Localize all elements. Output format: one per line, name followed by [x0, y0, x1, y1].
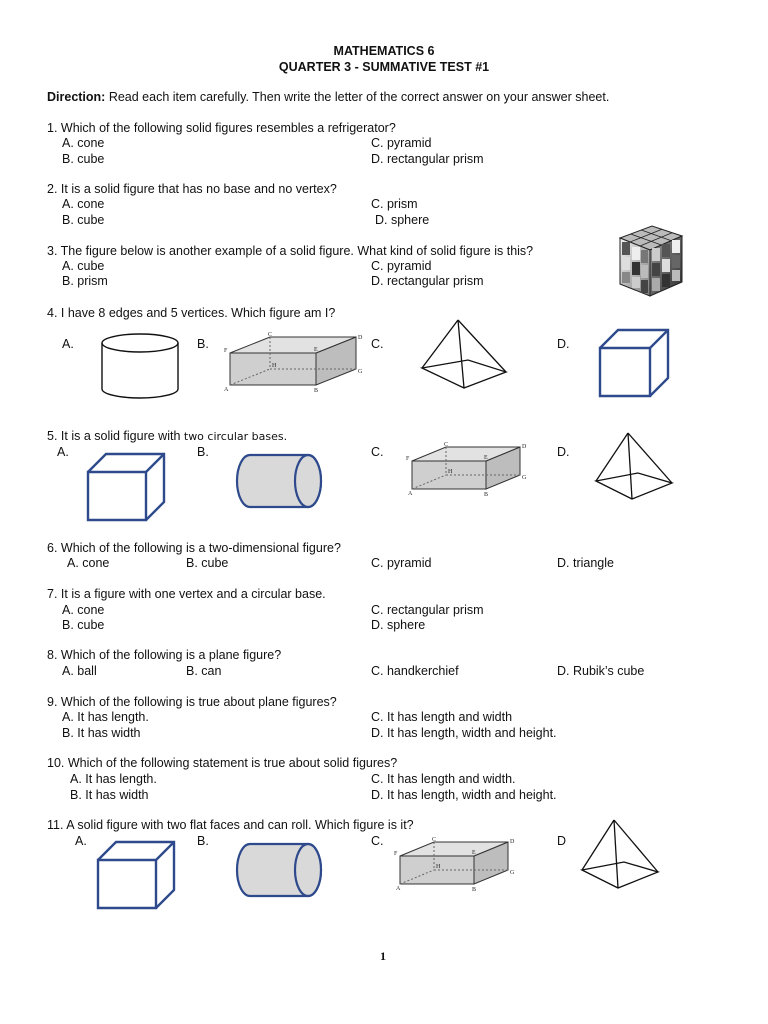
- choice-10c: C. It has length and width.: [371, 772, 516, 786]
- vertex-label-g: G: [510, 870, 515, 876]
- vertex-label-d: D: [510, 839, 515, 845]
- choice-1a: A. cone: [62, 136, 105, 150]
- choice-11b: B.: [197, 834, 209, 848]
- choice-4d: D.: [557, 337, 570, 351]
- question-1: 1. Which of the following solid figures resembles a refrigerator?: [47, 121, 396, 135]
- choice-11d: D: [557, 834, 567, 848]
- vertex-label-c: C: [268, 332, 273, 338]
- question-7: 7. It is a figure with one vertex and a circular base.: [47, 587, 326, 601]
- choice-3d: D. rectangular prism: [371, 274, 484, 288]
- choice-6a: A. cone: [67, 556, 110, 570]
- choice-5c: C.: [371, 445, 384, 459]
- vertex-label-b: B: [472, 887, 477, 893]
- direction-text: Read each item carefully. Then write the letter of the correct answer on your answer sheet.: [105, 90, 610, 104]
- choice-9d: D. It has length, width and height.: [371, 726, 557, 740]
- question-5-emphasis: two circular bases.: [183, 430, 288, 443]
- vertex-label-b: B: [314, 388, 319, 394]
- choice-9a: A. It has length.: [62, 710, 149, 724]
- choice-7c: C. rectangular prism: [371, 603, 484, 617]
- question-5-text: 5. It is a solid figure with: [47, 429, 184, 443]
- choice-4b: B.: [197, 337, 209, 351]
- vertex-label-d: D: [358, 335, 363, 341]
- vertex-label-e: E: [484, 455, 488, 461]
- vertex-label-e: E: [314, 347, 318, 353]
- vertex-label-f: F: [394, 851, 398, 857]
- choice-9c: C. It has length and width: [371, 710, 513, 724]
- choice-3b: B. prism: [62, 274, 108, 288]
- question-10: 10. Which of the following statement is true about solid figures?: [47, 756, 398, 770]
- vertex-label-h: H: [436, 864, 441, 870]
- choice-7b: B. cube: [62, 618, 105, 632]
- direction: [47, 90, 609, 104]
- choice-1d: D. rectangular prism: [371, 152, 484, 166]
- question-8: 8. Which of the following is a plane figure?: [47, 648, 282, 662]
- choice-8a: A. ball: [62, 664, 97, 678]
- page-number: 1: [380, 949, 386, 963]
- pyramid-figure: [578, 818, 662, 892]
- vertex-label-c: C: [432, 837, 437, 843]
- rubiks-cube-image: [612, 224, 688, 300]
- vertex-label-e: E: [472, 850, 476, 856]
- direction-label: Direction:: [47, 90, 106, 104]
- choice-8c: C. handkerchief: [371, 664, 459, 678]
- cube-figure: [96, 840, 176, 912]
- rectangular-prism-figure: [392, 836, 518, 894]
- question-6: 6. Which of the following is a two-dimensional figure?: [47, 541, 341, 555]
- cube-figure: [598, 326, 670, 398]
- choice-5b: B.: [197, 445, 209, 459]
- choice-7a: A. cone: [62, 603, 105, 617]
- choice-2c: C. prism: [371, 197, 418, 211]
- choice-5a: A.: [57, 445, 69, 459]
- choice-1b: B. cube: [62, 152, 105, 166]
- choice-10d: D. It has length, width and height.: [371, 788, 557, 802]
- choice-2b: B. cube: [62, 213, 105, 227]
- vertex-label-h: H: [448, 469, 453, 475]
- choice-10a: A. It has length.: [70, 772, 157, 786]
- choice-10b: B. It has width: [70, 788, 149, 802]
- vertex-label-f: F: [224, 348, 228, 354]
- rectangular-prism-figure: [404, 441, 530, 499]
- vertex-label-c: C: [444, 442, 449, 448]
- vertex-label-b: B: [484, 492, 489, 498]
- question-4: 4. I have 8 edges and 5 vertices. Which figure am I?: [47, 306, 336, 320]
- choice-2a: A. cone: [62, 197, 105, 211]
- cylinder-figure: [100, 333, 180, 401]
- choice-11c: C.: [371, 834, 384, 848]
- question-3: 3. The figure below is another example of a solid figure. What kind of solid figure is this?: [47, 244, 534, 258]
- choice-1c: C. pyramid: [371, 136, 432, 150]
- document-title: MATHEMATICS 6: [333, 44, 435, 58]
- choice-8b: B. can: [186, 664, 222, 678]
- vertex-label-g: G: [522, 475, 527, 481]
- choice-7d: D. sphere: [371, 618, 426, 632]
- question-5: [47, 429, 287, 443]
- vertex-label-f: F: [406, 456, 410, 462]
- choice-9b: B. It has width: [62, 726, 141, 740]
- choice-5d: D.: [557, 445, 570, 459]
- choice-8d: D. Rubik’s cube: [557, 664, 645, 678]
- question-9: 9. Which of the following is true about plane figures?: [47, 695, 337, 709]
- vertex-label-g: G: [358, 369, 363, 375]
- choice-4a: A.: [62, 337, 74, 351]
- pyramid-figure: [418, 318, 510, 392]
- choice-3a: A. cube: [62, 259, 105, 273]
- rectangular-prism-figure: [222, 333, 370, 395]
- vertex-label-h: H: [272, 363, 277, 369]
- cylinder-figure: [234, 841, 324, 899]
- choice-6b: B. cube: [186, 556, 229, 570]
- vertex-label-a: A: [396, 886, 401, 892]
- question-11: 11. A solid figure with two flat faces and can roll. Which figure is it?: [47, 818, 414, 832]
- pyramid-figure: [592, 431, 676, 503]
- choice-6d: D. triangle: [557, 556, 614, 570]
- choice-3c: C. pyramid: [371, 259, 432, 273]
- question-2: 2. It is a solid figure that has no base and no vertex?: [47, 182, 337, 196]
- choice-11a: A.: [75, 834, 87, 848]
- cylinder-figure: [234, 452, 324, 510]
- cube-figure: [86, 452, 166, 524]
- vertex-label-a: A: [408, 491, 413, 497]
- document-subtitle: QUARTER 3 - SUMMATIVE TEST #1: [278, 60, 490, 74]
- choice-2d: D. sphere: [375, 213, 430, 227]
- choice-4c: C.: [371, 337, 384, 351]
- vertex-label-a: A: [224, 387, 229, 393]
- vertex-label-d: D: [522, 444, 527, 450]
- choice-6c: C. pyramid: [371, 556, 432, 570]
